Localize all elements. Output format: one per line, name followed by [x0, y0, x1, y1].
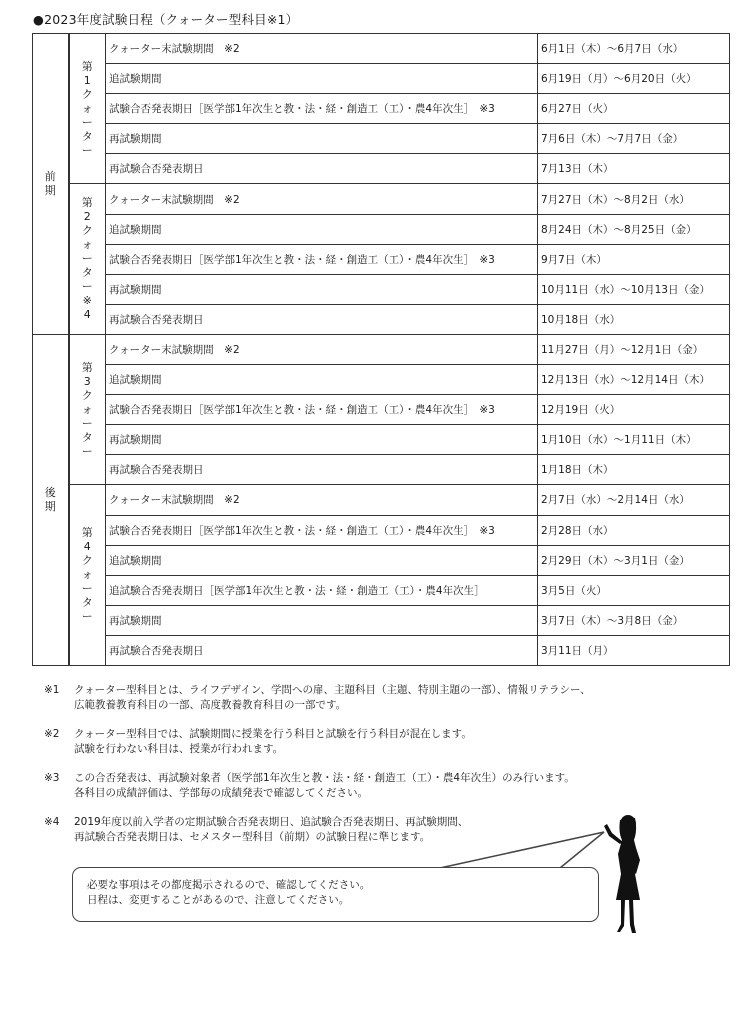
exam-date: 11月27日（月）～12月1日（金）: [538, 334, 730, 364]
exam-item: 追試験期間: [106, 214, 538, 244]
exam-date: 3月5日（火）: [538, 575, 730, 605]
exam-item: 追試験期間: [106, 365, 538, 395]
quarter-label-text: 第1クォーター: [81, 59, 93, 157]
exam-item: クォーター末試験期間 ※2: [106, 184, 538, 214]
exam-item: 再試験合否発表期日: [106, 304, 538, 334]
schedule-row: [33, 244, 730, 274]
schedule-row: [33, 395, 730, 425]
quarter-label: [69, 34, 106, 184]
callout-text: 日程は、変更することがあるので、注意してください。: [87, 894, 350, 906]
exam-date: 6月1日（木）～6月7日（水）: [538, 34, 730, 64]
exam-item: 追試験期間: [106, 545, 538, 575]
exam-date: 7月13日（木）: [538, 154, 730, 184]
footnote-mark: ※1: [44, 684, 60, 696]
quarter-label: [69, 334, 106, 484]
schedule-row: [33, 94, 730, 124]
semester-label: [33, 334, 69, 665]
schedule-row: [33, 64, 730, 94]
schedule-row: [33, 575, 730, 605]
quarter-label: [69, 485, 106, 666]
schedule-row: [33, 184, 730, 214]
exam-date: 1月18日（木）: [538, 455, 730, 485]
woman-silhouette-illustration: [596, 812, 656, 936]
schedule-row: [33, 635, 730, 665]
schedule-row: [33, 455, 730, 485]
exam-date: 3月7日（木）～3月8日（金）: [538, 605, 730, 635]
footnote-mark: ※4: [44, 816, 60, 828]
exam-date: 6月19日（月）～6月20日（火）: [538, 64, 730, 94]
exam-date: 7月27日（木）～8月2日（水）: [538, 184, 730, 214]
exam-date: 12月19日（火）: [538, 395, 730, 425]
footnote-text: 試験を行わない科目は、授業が行われます。: [74, 743, 284, 755]
quarter-label-text: 第3クォーター: [81, 360, 93, 458]
exam-date: 3月11日（月）: [538, 635, 730, 665]
schedule-row: [33, 34, 730, 64]
exam-item: 試験合否発表期日［医学部1年次生と教・法・経・創造工（工）・農4年次生］ ※3: [106, 515, 538, 545]
footnote-text: この合否発表は、再試験対象者（医学部1年次生と教・法・経・創造工（工）・農4年次生）のみ行います。: [74, 772, 575, 784]
exam-date: 2月28日（水）: [538, 515, 730, 545]
quarter-label-text: 第2クォーター※4: [81, 196, 93, 322]
quarter-label-text: 第4クォーター: [81, 526, 93, 624]
schedule-row: [33, 304, 730, 334]
exam-date: 9月7日（木）: [538, 244, 730, 274]
semester-label: [33, 34, 69, 335]
exam-item: クォーター末試験期間 ※2: [106, 485, 538, 515]
schedule-row: [33, 425, 730, 455]
exam-date: 10月18日（水）: [538, 304, 730, 334]
exam-item: 再試験期間: [106, 124, 538, 154]
footnote: [44, 815, 684, 845]
schedule-row: [33, 154, 730, 184]
footnote-text: 各科目の成績評価は、学部毎の成績発表で確認してください。: [74, 787, 368, 799]
exam-date: 6月27日（火）: [538, 94, 730, 124]
exam-item: 追試験期間: [106, 64, 538, 94]
exam-item: 再試験合否発表期日: [106, 154, 538, 184]
quarter-label: [69, 184, 106, 334]
schedule-row: [33, 515, 730, 545]
footnote-mark: ※2: [44, 728, 60, 740]
exam-schedule-table: [32, 33, 730, 666]
exam-item: 試験合否発表期日［医学部1年次生と教・法・経・創造工（工）・農4年次生］ ※3: [106, 244, 538, 274]
exam-item: 試験合否発表期日［医学部1年次生と教・法・経・創造工（工）・農4年次生］ ※3: [106, 395, 538, 425]
schedule-row: [33, 485, 730, 515]
exam-date: 10月11日（水）～10月13日（金）: [538, 274, 730, 304]
footnote-text: 2019年度以前入学者の定期試験合否発表期日、追試験合否発表期日、再試験期間、: [74, 816, 469, 828]
exam-item: 再試験期間: [106, 605, 538, 635]
schedule-row: [33, 365, 730, 395]
exam-item: クォーター末試験期間 ※2: [106, 334, 538, 364]
schedule-row: [33, 214, 730, 244]
exam-item: 試験合否発表期日［医学部1年次生と教・法・経・創造工（工）・農4年次生］ ※3: [106, 94, 538, 124]
semester-label-text: 後期: [44, 485, 56, 513]
schedule-row: [33, 274, 730, 304]
exam-item: 再試験合否発表期日: [106, 635, 538, 665]
schedule-row: [33, 545, 730, 575]
footnote-text: クォーター型科目では、試験期間に授業を行う科目と試験を行う科目が混在します。: [74, 728, 472, 740]
footnote: [44, 683, 684, 713]
exam-item: クォーター末試験期間 ※2: [106, 34, 538, 64]
speech-bubble: [72, 867, 599, 922]
schedule-row: [33, 334, 730, 364]
callout-text: 必要な事項はその都度掲示されるので、確認してください。: [87, 879, 371, 891]
exam-item: 追試験合否発表期日［医学部1年次生と教・法・経・創造工（工）・農4年次生］: [106, 575, 538, 605]
exam-date: 8月24日（木）～8月25日（金）: [538, 214, 730, 244]
schedule-row: [33, 124, 730, 154]
exam-item: 再試験合否発表期日: [106, 455, 538, 485]
schedule-row: [33, 605, 730, 635]
footnote-text: 再試験合否発表期日は、セメスター型科目（前期）の試験日程に準じます。: [74, 831, 431, 843]
exam-date: 1月10日（水）～1月11日（木）: [538, 425, 730, 455]
page-title: ●2023年度試験日程（クォーター型科目※1）: [33, 12, 299, 27]
exam-date: 2月29日（木）～3月1日（金）: [538, 545, 730, 575]
footnote-mark: ※3: [44, 772, 60, 784]
footnotes: [44, 683, 684, 859]
exam-date: 7月6日（木）～7月7日（金）: [538, 124, 730, 154]
exam-date: 12月13日（水）～12月14日（木）: [538, 365, 730, 395]
footnote: [44, 771, 684, 801]
footnote-text: クォーター型科目とは、ライフデザイン、学問への扉、主題科目（主題、特別主題の一部）、情報リテラシー、: [74, 684, 591, 696]
exam-date: 2月7日（水）～2月14日（水）: [538, 485, 730, 515]
footnote-text: 広範教養教育科目の一部、高度教養教育科目の一部です。: [74, 699, 347, 711]
exam-item: 再試験期間: [106, 274, 538, 304]
footnote: [44, 727, 684, 757]
exam-item: 再試験期間: [106, 425, 538, 455]
semester-label-text: 前期: [44, 169, 56, 197]
